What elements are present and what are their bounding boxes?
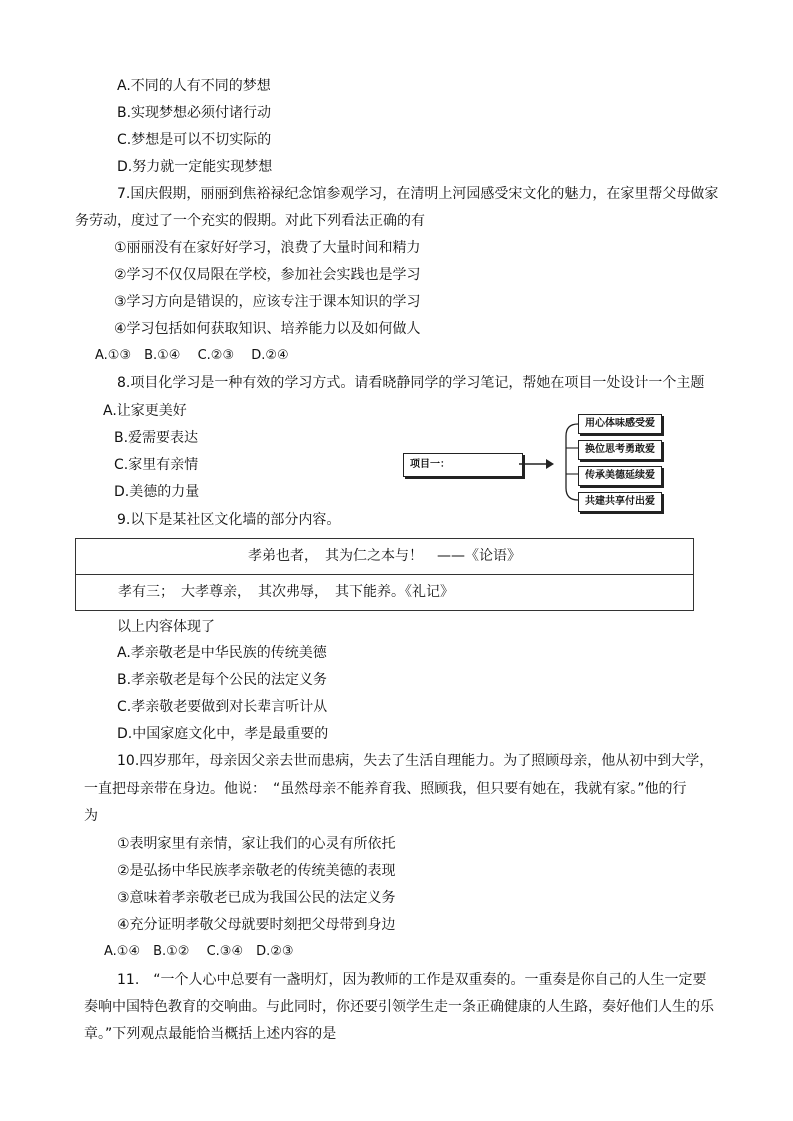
statement-7-4: ④学习包括如何获取知识、培养能力以及如何做人 [114,321,421,337]
branch-box-1: 用心体味感受爱 [578,414,662,434]
option-6c: C.梦想是可以不切实际的 [117,132,272,148]
option-9b: B.孝亲敬老是每个公民的法定义务 [117,672,328,688]
branch-box-4: 共建共享付出爱 [578,492,662,512]
statement-7-3: ③学习方向是错误的，应该专注于课本知识的学习 [114,294,421,310]
quote-book-of-rites: 孝有三； 大孝尊亲， 其次弗辱， 其下能养。《礼记》 [118,584,454,600]
main-arrow-head [546,459,554,469]
question-10-stem-cont: 一直把母亲带在身边。他说： “虽然母亲不能养育我、照顾我，但只要有她在，我就有家。”他的行 [84,781,687,797]
branch-bracket [566,424,578,500]
option-8b: B.爱需要表达 [114,430,199,446]
statement-10-3: ③意味着孝亲敬老已成为我国公民的法定义务 [117,890,396,906]
project-one-box: 项目一： [403,453,523,477]
option-9a: A.孝亲敬老是中华民族的传统美德 [117,645,327,661]
question-10-stem: 10.四岁那年，母亲因父亲去世而患病，失去了生活自理能力。为了照顾母亲，他从初中到大学， [117,753,714,769]
question-8-stem: 8.项目化学习是一种有效的学习方式。请看晓静同学的学习笔记，帮她在项目一处设计一个主题 [117,375,705,391]
option-6b: B.实现梦想必须付诸行动 [117,105,272,121]
quote-box [75,538,694,611]
option-6d: D.努力就一定能实现梦想 [117,159,273,175]
question-7-stem: 7.国庆假期，丽丽到焦裕禄纪念馆参观学习，在清明上河园感受宋文化的魅力，在家里帮父母做家 [117,186,719,202]
question-11-stem-end: 章。”下列观点最能恰当概括上述内容的是 [84,1026,337,1042]
statement-10-1: ①表明家里有亲情，家让我们的心灵有所依托 [117,836,396,852]
statement-10-4: ④充分证明孝敬父母就要时刻把父母带到身边 [117,917,396,933]
option-9d: D.中国家庭文化中，孝是最重要的 [117,726,329,742]
question-11-stem: 11. “一个人心中总要有一盏明灯，因为教师的工作是双重奏的。一重奏是你自己的人生一定要 [117,972,707,988]
branch-box-3: 传承美德延续爱 [578,466,662,486]
statement-7-2: ②学习不仅仅局限在学校，参加社会实践也是学习 [114,267,421,283]
choices-7: A.①③ B.①④ C.②③ D.②④ [95,348,289,363]
statement-10-2: ②是弘扬中华民族孝亲敬老的传统美德的表现 [117,863,396,879]
option-8d: D.美德的力量 [114,484,200,500]
quote-analects: 孝弟也者， 其为仁之本与！ ——《论语》 [76,539,693,575]
branch-box-2: 换位思考勇敢爱 [578,440,662,460]
question-11-stem-cont: 奏响中国特色教育的交响曲。与此同时，你还要引领学生走一条正确健康的人生路，奏好他们人生的乐 [84,999,714,1015]
option-6a: A.不同的人有不同的梦想 [117,78,271,94]
option-8c: C.家里有亲情 [114,457,199,473]
choices-10: A.①④ B.①② C.③④ D.②③ [104,944,294,959]
question-9-stem: 9.以下是某社区文化墙的部分内容。 [117,512,341,528]
statement-7-1: ①丽丽没有在家好好学习，浪费了大量时间和精力 [114,240,421,256]
question-9-prompt: 以上内容体现了 [117,619,215,635]
question-7-stem-cont: 务劳动，度过了一个充实的假期。对此下列看法正确的有 [75,213,425,229]
option-8a: A.让家更美好 [103,403,187,419]
option-9c: C.孝亲敬老要做到对长辈言听计从 [117,699,328,715]
question-10-stem-end: 为 [84,808,98,824]
